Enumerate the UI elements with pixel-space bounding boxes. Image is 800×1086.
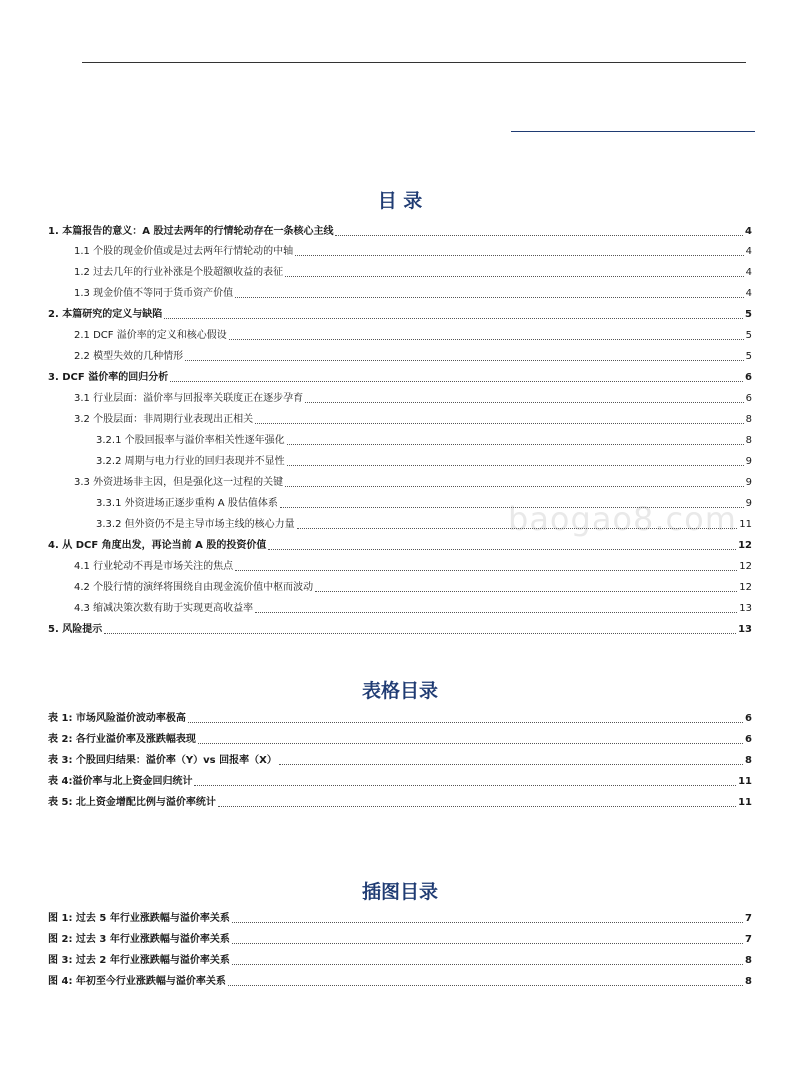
tables-list-title: 表格目录 — [361, 680, 438, 702]
toc-entry[interactable]: 3.3 外资进场非主因，但是强化这一过程的关键 9 — [74, 477, 752, 488]
toc-entry[interactable]: 1. 本篇报告的意义：A 股过去两年的行情轮动存在一条核心主线 4 — [48, 226, 752, 237]
table-list-entry[interactable]: 表 1: 市场风险溢价波动率极高 6 — [48, 713, 752, 724]
figure-list-entry[interactable]: 图 2: 过去 3 年行业涨跌幅与溢价率关系 7 — [48, 934, 752, 945]
table-list-entry[interactable]: 表 4:溢价率与北上资金回归统计 11 — [48, 776, 752, 787]
toc-entry[interactable]: 4.3 缩减决策次数有助于实现更高收益率 13 — [74, 603, 752, 614]
toc-title: 目 录 — [377, 190, 423, 212]
toc-entry[interactable]: 3.3.1 外资进场正逐步重构 A 股估值体系 9 — [96, 498, 752, 509]
figure-list-entry[interactable]: 图 4: 年初至今行业涨跌幅与溢价率关系 8 — [48, 976, 752, 987]
toc-entry[interactable]: 3.3.2 但外资仍不是主导市场主线的核心力量 11 — [96, 519, 752, 530]
toc-entry[interactable]: 2.1 DCF 溢价率的定义和核心假设 5 — [74, 330, 752, 341]
table-list-entry[interactable]: 表 5: 北上资金增配比例与溢价率统计 11 — [48, 797, 752, 808]
toc-entry[interactable]: 3.2 个股层面：非周期行业表现出正相关 8 — [74, 414, 752, 425]
toc-entry[interactable]: 3.1 行业层面：溢价率与回报率关联度正在逐步孕育 6 — [74, 393, 752, 404]
toc-entry[interactable]: 2. 本篇研究的定义与缺陷 5 — [48, 309, 752, 320]
figure-list-entry[interactable]: 图 3: 过去 2 年行业涨跌幅与溢价率关系 8 — [48, 955, 752, 966]
figures-list-title: 插图目录 — [361, 881, 438, 903]
table-list-entry[interactable]: 表 3: 个股回归结果：溢价率（Y）vs 回报率（X） 8 — [48, 755, 752, 766]
toc-entry[interactable]: 3.2.2 周期与电力行业的回归表现并不显性 9 — [96, 456, 752, 467]
toc-entry[interactable]: 1.1 个股的现金价值或是过去两年行情轮动的中轴 4 — [74, 246, 752, 257]
header-accent-rule — [511, 131, 755, 132]
toc-entry[interactable]: 2.2 模型失效的几种情形 5 — [74, 351, 752, 362]
toc-entry[interactable]: 4. 从 DCF 角度出发，再论当前 A 股的投资价值 12 — [48, 540, 752, 551]
toc-entry[interactable]: 3.2.1 个股回报率与溢价率相关性逐年强化 8 — [96, 435, 752, 446]
watermark: baogao8.com — [508, 500, 737, 538]
toc-entry[interactable]: 1.2 过去几年的行业补涨是个股超额收益的表征 4 — [74, 267, 752, 278]
toc-entry[interactable]: 4.1 行业轮动不再是市场关注的焦点 12 — [74, 561, 752, 572]
toc-entry[interactable]: 3. DCF 溢价率的回归分析 6 — [48, 372, 752, 383]
figure-list-entry[interactable]: 图 1: 过去 5 年行业涨跌幅与溢价率关系 7 — [48, 913, 752, 924]
toc-entry[interactable]: 5. 风险提示 13 — [48, 624, 752, 635]
table-list-entry[interactable]: 表 2: 各行业溢价率及涨跌幅表现 6 — [48, 734, 752, 745]
toc-entry[interactable]: 4.2 个股行情的演绎将围绕自由现金流价值中枢而波动 12 — [74, 582, 752, 593]
toc-entry[interactable]: 1.3 现金价值不等同于货币资产价值 4 — [74, 288, 752, 299]
header-rule — [82, 62, 746, 63]
